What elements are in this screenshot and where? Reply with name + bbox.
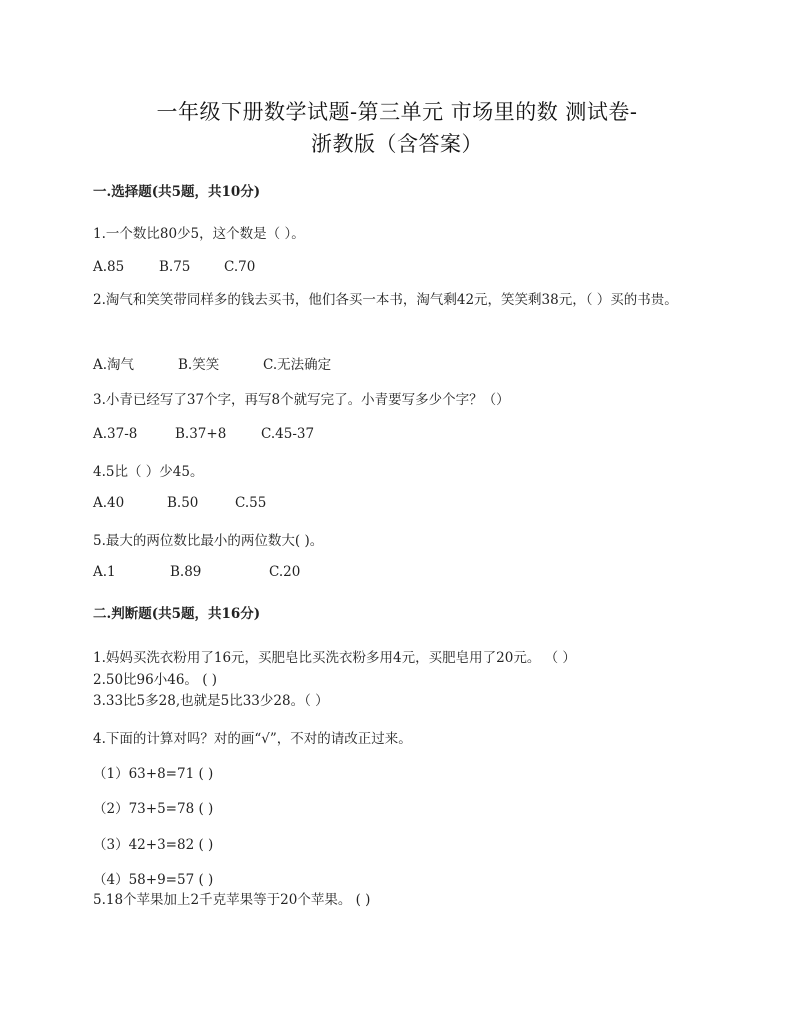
option-c: C.20 [269, 564, 301, 580]
option-a: A.淘气 [93, 357, 135, 373]
judge-question-5: 5.18个苹果加上2千克苹果等于20个苹果。 ( ) [93, 892, 371, 908]
option-b: B.75 [159, 259, 191, 275]
option-a: A.37-8 [93, 426, 138, 442]
option-a: A.1 [93, 564, 116, 580]
judge-question-2: 2.50比96小46。 ( ) [93, 672, 218, 688]
section-heading-choice: 一.选择题(共5题，共10分) [93, 184, 261, 200]
choice-question-4: 4.5比（ ）少45。 [93, 464, 204, 480]
option-c: C.55 [235, 495, 267, 511]
choice-question-4-options [93, 495, 266, 511]
judge-question-4-item-2: （2）73+5=78 ( ) [93, 801, 214, 817]
judge-question-4-item-3: （3）42+3=82 ( ) [93, 837, 214, 853]
option-b: B.笑笑 [178, 357, 220, 373]
choice-question-2: 2.淘气和笑笑带同样多的钱去买书，他们各买一本书，淘气剩42元，笑笑剩38元，（ ）买的书贵。 [93, 292, 678, 308]
option-c: C.70 [224, 259, 256, 275]
page-title-line2: 浙教版（含答案） [311, 132, 483, 156]
choice-question-1: 1.一个数比80少5，这个数是（ ）。 [93, 226, 305, 242]
judge-question-4: 4.下面的计算对吗？对的画“√”，不对的请改正过来。 [93, 731, 412, 747]
option-c: C.45-37 [261, 426, 315, 442]
choice-question-1-options [93, 259, 255, 275]
judge-question-4-item-4: （4）58+9=57 ( ) [93, 872, 214, 888]
option-b: B.37+8 [175, 426, 227, 442]
option-a: A.40 [93, 495, 125, 511]
option-a: A.85 [93, 259, 125, 275]
section-heading-judgement: 二.判断题(共5题，共16分) [93, 606, 261, 622]
choice-question-3-options [93, 426, 314, 442]
judge-question-4-item-1: （1）63+8=71 ( ) [93, 766, 214, 782]
choice-question-3: 3.小青已经写了37个字，再写8个就写完了。小青要写多少个字？（） [93, 392, 510, 408]
judge-question-3: 3.33比5多28,也就是5比33少28。（ ） [93, 693, 329, 709]
option-c: C.无法确定 [263, 357, 332, 373]
option-b: B.89 [170, 564, 202, 580]
choice-question-5: 5.最大的两位数比最小的两位数大( )。 [93, 533, 324, 549]
judge-question-1: 1.妈妈买洗衣粉用了16元，买肥皂比买洗衣粉多用4元，买肥皂用了20元。 （ ） [93, 650, 576, 666]
choice-question-2-options [93, 353, 331, 373]
page-title-line1: 一年级下册数学试题-第三单元 市场里的数 测试卷- [156, 100, 638, 124]
choice-question-5-options [93, 564, 300, 580]
option-b: B.50 [167, 495, 199, 511]
